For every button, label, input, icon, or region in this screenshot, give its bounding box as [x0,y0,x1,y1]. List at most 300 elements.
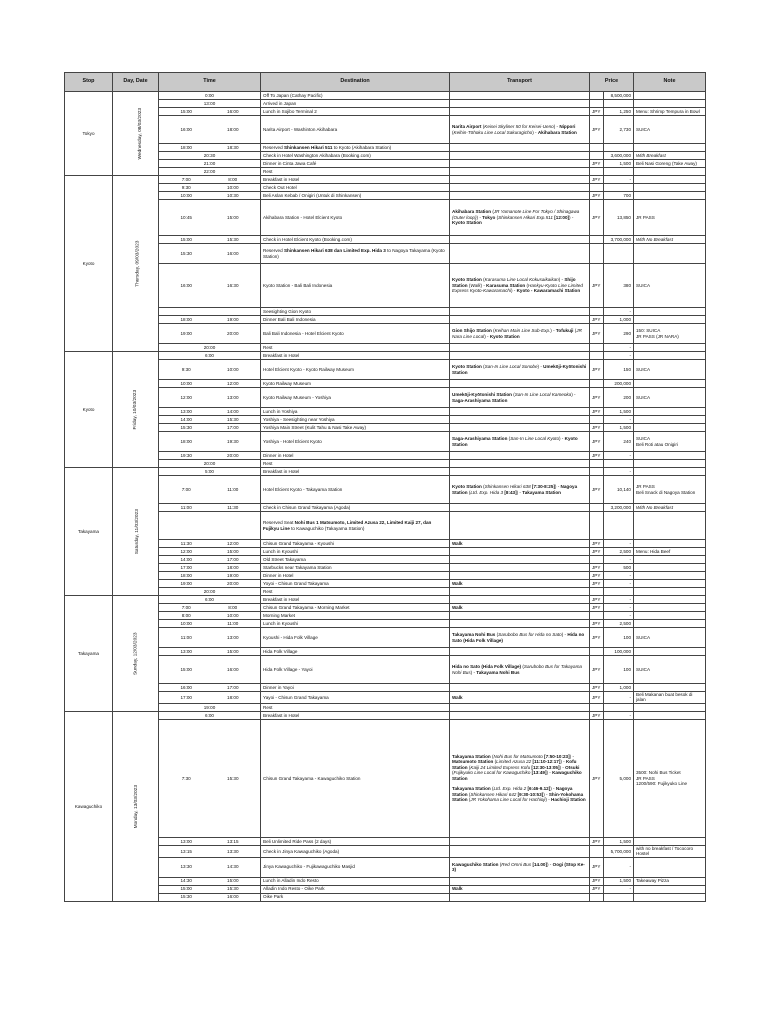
price-cell: - [604,416,634,424]
time-start: 22:00 [203,168,216,174]
currency-cell [590,588,604,596]
price-cell: - [604,857,634,877]
time-end: 10:30 [227,192,239,198]
note-cell: JR PASS [634,200,706,236]
time-start: 10:00 [180,380,192,386]
destination-cell: Kyoto Railway Museum - Yoshiya [261,388,450,408]
bold-text: Hachioji Station [551,797,586,803]
note-cell [634,344,706,352]
price-cell: - [604,692,634,704]
time-start: 11:00 [180,504,192,510]
table-row [65,612,706,620]
time-start: 19:00 [180,580,192,586]
time-cell [159,200,261,236]
time-cell [159,604,261,612]
note-cell [634,308,706,316]
transport-cell [450,648,590,656]
transport-cell [450,604,590,612]
time-start: 7:00 [181,176,191,182]
destination-cell: Check in Chisun Grand Takayama (Agoda) [261,504,450,512]
table-row [65,176,706,184]
plain-text: ( [467,797,471,803]
bold-text: [13:49] [531,770,547,776]
currency-cell: JPY [590,476,604,504]
header-row [65,73,706,92]
price-cell: 1,500 [604,160,634,168]
plain-text: Reserved [263,144,284,150]
currency-cell: JPY [590,684,604,692]
time-start: 12:00 [180,394,192,400]
time-cell [159,684,261,692]
destination-cell: Lunch in Alladin Indo Resto [261,877,450,885]
currency-cell: JPY [590,596,604,604]
time-end: 18:00 [227,564,239,570]
note-cell [634,144,706,152]
time-start: 15:30 [180,424,192,430]
time-cell [159,656,261,684]
time-start: 15:00 [180,666,192,672]
table-row [65,628,706,648]
plain-text: to Nagoya Takayama (Kyoto Station) [263,248,445,259]
time-end: 15:30 [227,775,239,781]
currency-cell [590,100,604,108]
destination-cell: Lunch in Kyoushi [261,548,450,556]
bold-text: Otsuki [565,764,580,770]
table-row [65,388,706,408]
bold-text: Walk [452,886,463,892]
header-price: Price [590,73,634,92]
time-cell [159,100,261,108]
time-cell [159,692,261,704]
time-cell [159,360,261,380]
time-start: 7:00 [181,604,191,610]
price-cell [604,703,634,711]
price-cell: 100 [604,656,634,684]
bold-text: Narita Airport [452,124,482,130]
currency-cell: JPY [590,857,604,877]
time-end: 15:30 [227,886,239,892]
currency-cell: JPY [590,424,604,432]
destination-cell: Chisun Grand Takayama - Morning Market [261,604,450,612]
plain-text: ( [481,277,485,283]
time-cell [159,540,261,548]
transport-cell [450,628,590,648]
price-cell: 100,000 [604,648,634,656]
note-cell [634,857,706,877]
transport-cell [450,168,590,176]
currency-cell [590,845,604,857]
italic-text: Hankyu-Kyoto Line Limited Express Kyoto-Kawaramachi [452,282,583,294]
time-end: 20:00 [227,580,239,586]
time-end: 18:00 [227,126,239,132]
destination-cell: Chisun Grand Takayama - Kyoushi [261,540,450,548]
price-cell: 1,500 [604,424,634,432]
price-cell: - [604,885,634,893]
transport-cell [450,192,590,200]
note-cell [634,556,706,564]
bold-text: Matsumoto Station [452,759,494,765]
price-cell: 150 [604,360,634,380]
time-start: 20:30 [203,152,216,158]
transport-cell [450,588,590,596]
destination-cell [261,512,450,540]
time-start: 15:00 [180,236,192,242]
time-end: 16:00 [227,666,239,672]
table-row [65,512,706,540]
table-row [65,460,706,468]
bold-text: Takayama Station [452,786,491,792]
transport-cell [450,580,590,588]
time-start: 15:00 [180,108,192,114]
plain-text: ) - [480,282,487,288]
time-cell [159,885,261,893]
currency-cell [590,648,604,656]
destination-cell: Yoshiya - Seesighting near Yoshiya [261,416,450,424]
bold-text: Shinkansen Hikari 638 dan Limited Exp. Hida 3 [283,248,386,254]
note-cell [634,596,706,604]
table-row [65,244,706,264]
price-cell: 8,500,000 [604,92,634,100]
bold-text: Akihabara Station [537,129,577,135]
transport-cell [450,116,590,144]
time-cell [159,719,261,837]
time-cell [159,596,261,604]
transport-cell [450,452,590,460]
transport-cell [450,612,590,620]
time-end: 15:00 [227,548,239,554]
destination-cell: Beli Unlimited Ride Pass (2 days) [261,837,450,845]
price-cell: 1,500 [604,837,634,845]
time-end: 19:00 [227,316,239,322]
note-cell [634,588,706,596]
price-cell: 5,700,000 [604,845,634,857]
destination-cell: Seesighting Gion Kyoto [261,308,450,316]
destination-cell: Arrived in Japan [261,100,450,108]
time-end: 18:00 [227,694,239,700]
table-row [65,192,706,200]
note-cell [634,424,706,432]
stop-cell: Takayama [65,468,113,596]
transport-cell [450,416,590,424]
price-cell: 2,500 [604,548,634,556]
plain-text: ( [525,282,529,288]
note-cell [634,580,706,588]
currency-cell [590,893,604,901]
italic-text: San-In Line Local Kameoka [514,392,572,398]
note-cell [634,380,706,388]
price-cell [604,168,634,176]
currency-cell: JPY [590,388,604,408]
price-cell: - [604,612,634,620]
header-destination: Destination [261,73,450,92]
destination-cell: Lunch in Yoshiya [261,408,450,416]
note-cell: SUICA [634,360,706,380]
transport-cell [450,556,590,564]
transport-cell [450,432,590,452]
plain-text: ( [573,328,577,334]
destination-cell: Rest [261,344,450,352]
time-cell [159,857,261,877]
time-cell [159,144,261,152]
time-end: 16:00 [227,250,239,256]
note-cell [634,416,706,424]
note-cell [634,192,706,200]
table-row [65,324,706,344]
currency-cell: JPY [590,837,604,845]
note-cell: SUICA [634,656,706,684]
time-cell [159,308,261,316]
transport-cell [450,244,590,264]
transport-cell [450,424,590,432]
day-date-label: Sunday, 12/03/2023 [133,632,139,676]
bold-text: Saga-Arashiyama Station [452,397,508,403]
note-cell: SUICA Beli Roti atau Onigiri [634,432,706,452]
italic-text: Walk [470,282,481,288]
italic-text: Ltd. Exp. Hida 3 [470,489,505,495]
italic-text: Karasuma Line Local Kokusaikaikan [484,277,559,283]
bold-text: Kyoto Station [452,364,482,370]
time-start: 6:00 [205,712,214,718]
price-cell: 3,700,000 [604,236,634,244]
italic-text: JR Yokohama Line Local for Hachioji [470,797,546,803]
plain-text: ( [491,328,495,334]
table-row [65,360,706,380]
plain-text: ) - [554,484,561,490]
time-start: 6:00 [205,596,214,602]
bold-text: Shinkansen Hikari 511 [283,144,333,150]
bold-text: Takayama Station [452,753,491,759]
bold-text: Saga-Arashiyama Station [452,436,508,442]
currency-cell: JPY [590,604,604,612]
bold-text: [7:50-10:23] [544,753,570,759]
plain-text: ) - [559,436,565,442]
time-start: 13:00 [180,838,192,844]
time-end: 15:00 [227,214,239,220]
transport-cell [450,620,590,628]
table-row [65,556,706,564]
price-cell: 700 [604,192,634,200]
day-date-cell [113,176,159,352]
price-cell: - [604,604,634,612]
time-end: 16:30 [227,282,239,288]
italic-text: Keisei Skyliner 50 for Keisei-Ueno [484,124,554,130]
table-row [65,857,706,877]
destination-cell: Check in Hotel Washington Akihabara (Booking.com) [261,152,450,160]
table-row [65,344,706,352]
time-start: 21:00 [203,160,216,166]
day-date-label: Thursday, 09/03/2023 [135,240,141,288]
time-start: 9:30 [181,366,191,372]
note-cell [634,893,706,901]
price-cell: - [604,352,634,360]
plain-text: ( [491,209,494,215]
plain-text: ( [495,632,499,638]
time-start: 13:15 [180,848,192,854]
currency-cell: JPY [590,580,604,588]
table-row [65,620,706,628]
destination-cell: Oike Park [261,893,450,901]
table-row [65,540,706,548]
destination-cell: Yoshiya Main Street (Kulit Tahu & Nasi Take Away) [261,424,450,432]
transport-cell [450,476,590,504]
transport-cell [450,344,590,352]
transport-cell [450,152,590,160]
table-row [65,648,706,656]
stop-cell: Kawaguchiko [65,711,113,901]
note-cell [634,244,706,264]
time-cell [159,476,261,504]
transport-cell [450,885,590,893]
header-transport: Transport [450,73,590,92]
bold-text: Kyoto Station [452,484,482,490]
plain-text: ( [498,861,502,867]
bold-text: [7:30-8:25] [531,484,555,490]
table-row [65,100,706,108]
time-start: 17:00 [180,694,192,700]
plain-text: ) - [510,288,517,294]
table-row [65,468,706,476]
currency-cell [590,92,604,100]
destination-cell: Kyoushi - Hida Folk Village [261,628,450,648]
italic-text: Keihin-Tōhoku Line Local Sakuragicho [453,129,533,135]
destination-cell: Breakfast in Hotel [261,711,450,719]
header-note: Note [634,73,706,92]
bold-text: [11:10-12:17] [532,759,561,765]
table-row [65,236,706,244]
plain-text: ) - [569,214,574,220]
table-row [65,711,706,719]
time-start: 19:00 [180,330,192,336]
time-end: 17:00 [227,556,239,562]
time-cell [159,316,261,324]
transport-cell [450,837,590,845]
day-date-cell [113,596,159,712]
price-cell: 500 [604,564,634,572]
bold-text: Takayama Station [522,489,561,495]
time-start: 19:00 [203,704,216,710]
plain-text: ) - [550,328,556,334]
bold-text: Takayama Nohi Bus [476,669,520,675]
transport-cell [450,719,590,837]
price-cell [604,100,634,108]
table-row [65,264,706,308]
destination-cell: Yayoi - Chisun Grand Takayama [261,692,450,704]
bold-text: Oogi (Stop Ke-3) [452,861,585,873]
transport-cell [450,857,590,877]
bold-text: Walk [452,604,463,610]
note-cell [634,460,706,468]
day-date-cell [113,468,159,596]
italic-text: Keihan Main Line Sub-Exp. [494,328,551,334]
plain-text: ) - [571,392,576,398]
transport-cell [450,596,590,604]
bold-text: Kyoto Station [452,277,482,283]
currency-cell [590,612,604,620]
italic-text: Sarubobo Bus for Hida no Sato [498,632,562,638]
note-cell [634,316,706,324]
bold-text: [8:43] [504,489,517,495]
price-cell [604,460,634,468]
currency-cell: JPY [590,452,604,460]
bold-text: Kawaguchiko Station [452,861,499,867]
transport-cell [450,504,590,512]
currency-cell [590,144,604,152]
bold-text: Nippori [559,124,576,130]
time-end: 13:30 [227,848,239,854]
note-cell [634,452,706,460]
destination-cell: Dinner in Cinta Jawa Café [261,160,450,168]
currency-cell: JPY [590,264,604,308]
bold-text: Walk [452,694,463,700]
time-cell [159,236,261,244]
transport-cell [450,512,590,540]
time-start: 14:30 [180,878,192,884]
destination-cell [261,144,450,152]
table-row [65,108,706,116]
transport-cell [450,460,590,468]
transport-cell [450,703,590,711]
itinerary-table [64,72,706,902]
time-start: 14:00 [180,416,192,422]
plain-text: ( [490,786,494,792]
bold-text: Kyoto - Kawaramachi Station [516,288,581,294]
currency-cell [590,556,604,564]
currency-cell: JPY [590,540,604,548]
price-cell [604,144,634,152]
bold-text: Akihabara Station [452,209,492,215]
time-end: 18:30 [227,144,239,150]
time-end: 14:00 [227,408,239,414]
time-start: 11:30 [180,540,192,546]
stop-cell: Kyoto [65,352,113,468]
time-cell [159,845,261,857]
bold-text: [12:00] [554,214,570,220]
time-end: 15:30 [227,236,239,242]
transport-cell [450,540,590,548]
currency-cell [590,184,604,192]
time-cell [159,264,261,308]
note-cell: With Breakfast [634,152,706,160]
note-cell: 3500: Nohi Bus Ticket JR PASS 1200/590: Fujikyuko Line [634,719,706,837]
price-cell: 100 [604,628,634,648]
time-cell [159,244,261,264]
time-end: 15:00 [227,878,239,884]
destination-cell: Check Out Hotel [261,184,450,192]
currency-cell: JPY [590,160,604,168]
price-cell: 1,500 [604,877,634,885]
bold-text: Nagoya Station [452,484,578,495]
time-start: 16:00 [180,282,192,288]
italic-text: Nohi Bus for Matsumoto [493,753,545,759]
price-cell: 200 [604,388,634,408]
bold-text: Nohi Bus 1 Matsumoto, Limited Azusa 22, Limited Kaiji 27, dan Fujikyu Line [263,520,432,531]
time-cell [159,116,261,144]
currency-cell: JPY [590,564,604,572]
plain-text: ( [490,753,494,759]
transport-cell [450,877,590,885]
price-cell: 380 [604,264,634,308]
price-cell: 3,200,000 [604,504,634,512]
time-cell [159,344,261,352]
destination-cell: Hotel Elcient Kyoto - Takayama Station [261,476,450,504]
time-start: 18:00 [180,438,192,444]
time-cell [159,648,261,656]
table-row [65,408,706,416]
note-cell [634,468,706,476]
time-cell [159,711,261,719]
bold-text: [6:46-9.12] [527,786,551,792]
time-end: 15:30 [227,416,239,422]
